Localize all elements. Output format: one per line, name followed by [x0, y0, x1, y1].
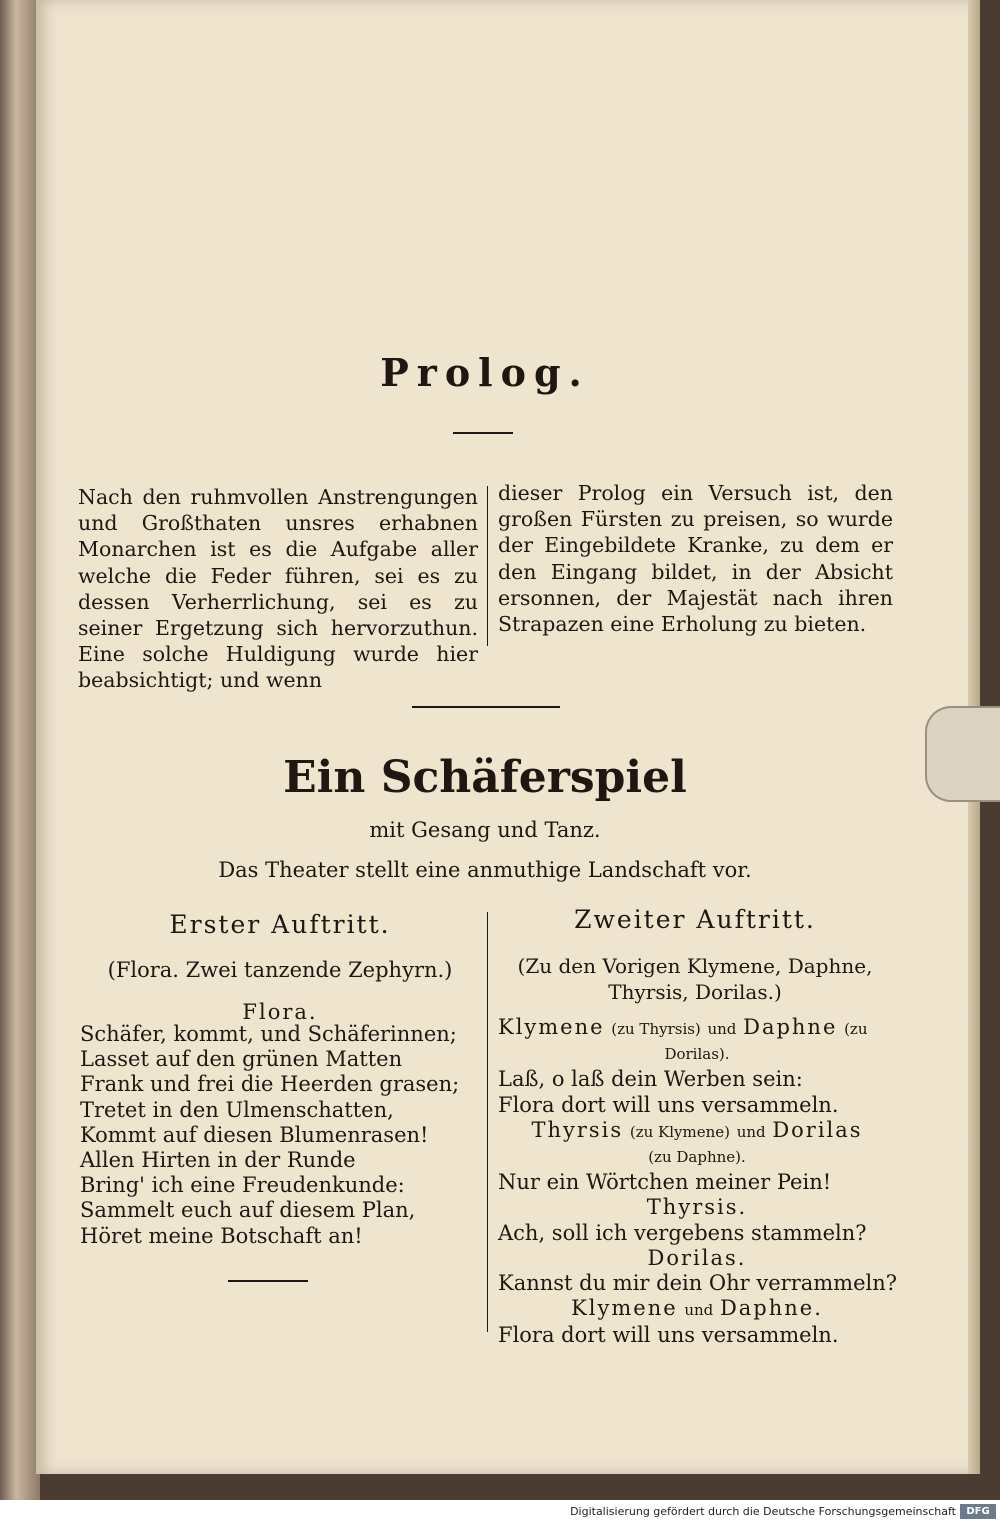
- speaker-name: Thyrsis.: [646, 1195, 748, 1220]
- prolog-rule: [453, 432, 513, 434]
- speaker-name: Daphne: [743, 1015, 838, 1039]
- verse-line: Laß, o laß dein Werben sein:: [498, 1067, 803, 1092]
- scene1-speaker: Flora.: [242, 1000, 318, 1024]
- verse-line: Bring' ich eine Freudenkunde:: [80, 1173, 405, 1198]
- speaker-name: Dorilas.: [647, 1245, 747, 1270]
- stage-aside: (zu Thyrsis): [611, 1020, 701, 1038]
- scene1-cast: (Flora. Zwei tanzende Zephyrn.): [107, 958, 453, 982]
- scene2-verse: [498, 1015, 896, 1349]
- prolog-left-column: Nach den ruhmvollen Anstrengungen und Großthaten unsres erhabnen Monarchen ist es die Aufgabe aller welche die Feder führen, sei es zu dessen Verherrlichung, sei es zu seiner Ergetzung sich hervorzuthun. Eine solche Huldigung wurde hier beabsichtigt; und wenn: [78, 485, 478, 693]
- prolog-title: Prolog.: [380, 350, 590, 395]
- speaker-name: Daphne.: [719, 1296, 823, 1321]
- scene2-cast-line: (Zu den Vorigen Klymene, Daphne,: [517, 954, 873, 978]
- speaker-name: Dorilas: [772, 1117, 863, 1142]
- conjunction: und: [684, 1301, 714, 1320]
- scene1-heading: Erster Auftritt.: [169, 910, 391, 939]
- scene1-verse: [80, 1022, 480, 1249]
- book-binding-edge: [0, 0, 40, 1500]
- verse-line: Lasset auf den grünen Matten: [80, 1047, 403, 1072]
- verse-line: Höret meine Botschaft an!: [80, 1223, 363, 1248]
- stage-aside: (zu Daphne).: [648, 1148, 746, 1167]
- verse-line: Nur ein Wörtchen meiner Pein!: [498, 1170, 832, 1195]
- verse-line: Schäfer, kommt, und Schäferinnen;: [80, 1022, 457, 1046]
- verse-line: Kommt auf diesen Blumenrasen!: [80, 1122, 429, 1147]
- scene2-cast-line: Thyrsis, Dorilas.): [608, 980, 782, 1004]
- verse-line: Allen Hirten in der Runde: [80, 1148, 356, 1173]
- speaker-name: Klymene: [498, 1015, 605, 1039]
- verse-line: Tretet in den Ulmenschatten,: [80, 1097, 394, 1122]
- stage-aside: (zu: [844, 1020, 868, 1038]
- verse-line: Ach, soll ich vergebens stammeln?: [498, 1220, 867, 1245]
- dfg-logo: DFG: [960, 1504, 996, 1519]
- verse-line: Frank und frei die Heerden grasen;: [80, 1072, 460, 1097]
- speaker-direction: [498, 1118, 896, 1145]
- speaker-name: Thyrsis: [531, 1117, 624, 1142]
- prolog-column-divider: [487, 486, 488, 646]
- conjunction: und: [707, 1020, 737, 1038]
- section-rule: [412, 706, 560, 708]
- speaker-name: Klymene: [571, 1296, 678, 1321]
- verse-line: Sammelt euch auf diesem Plan,: [80, 1198, 416, 1223]
- stage-direction: Das Theater stellt eine anmuthige Landschaft vor.: [218, 858, 752, 882]
- play-title: Ein Schäferspiel: [283, 752, 687, 803]
- scene2-cast: [495, 953, 895, 1005]
- verse-line: Kannst du mir dein Ohr verrammeln?: [498, 1271, 898, 1296]
- scene1-end-rule: [228, 1280, 308, 1282]
- scene-column-divider: [487, 912, 488, 1332]
- prolog-right-column: dieser Prolog ein Versuch ist, den großen Fürsten zu preisen, so wurde der Eingebildete Kranke, zu dem er den Eingang bildet, in der Absicht ersonnen, der Majestät nach ihren Strapazen eine Erholung zu bieten.: [498, 481, 893, 637]
- conjunction: und: [736, 1122, 766, 1141]
- speaker-direction: [498, 1296, 896, 1323]
- speaker-direction: [498, 1015, 896, 1042]
- stage-aside: (zu Klymene): [629, 1122, 730, 1141]
- scene2-heading: Zweiter Auftritt.: [574, 905, 816, 934]
- stage-aside: Dorilas).: [664, 1045, 730, 1064]
- digitization-credit: Digitalisierung gefördert durch die Deutsche Forschungsgemeinschaft: [570, 1505, 956, 1518]
- verse-line: Flora dort will uns versammeln.: [498, 1323, 839, 1348]
- verse-line: Flora dort will uns versammeln.: [498, 1092, 839, 1117]
- play-subtitle: mit Gesang und Tanz.: [369, 818, 601, 842]
